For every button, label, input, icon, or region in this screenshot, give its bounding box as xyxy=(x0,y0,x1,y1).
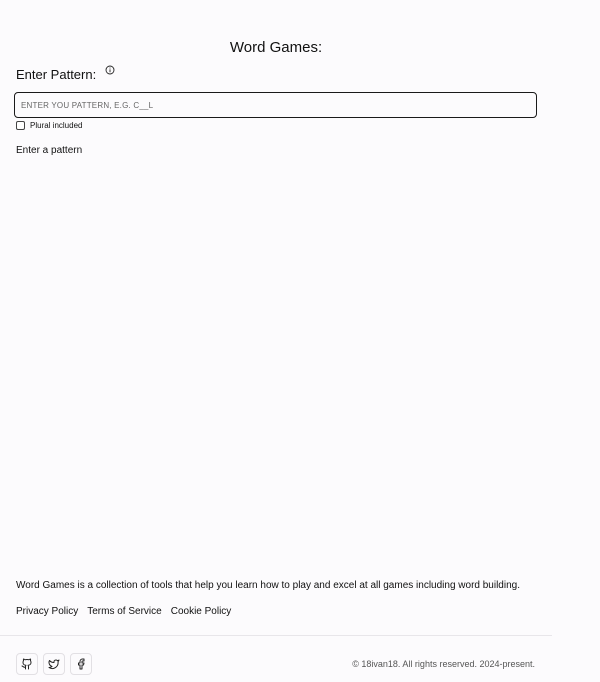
footer-divider xyxy=(0,635,552,636)
plural-checkbox[interactable] xyxy=(16,121,25,130)
results-status: Enter a pattern xyxy=(16,145,83,156)
terms-of-service-link[interactable]: Terms of Service xyxy=(87,606,162,617)
cookie-policy-link[interactable]: Cookie Policy xyxy=(170,606,232,617)
twitter-icon xyxy=(48,658,60,670)
pattern-input[interactable] xyxy=(14,92,537,118)
github-icon xyxy=(21,658,33,670)
social-links xyxy=(16,653,92,675)
facebook-icon xyxy=(75,658,87,670)
plural-label[interactable]: Plural included xyxy=(30,121,83,130)
facebook-button[interactable] xyxy=(70,653,92,675)
info-circle-icon[interactable] xyxy=(105,65,115,75)
pattern-label-row xyxy=(16,66,115,84)
github-button[interactable] xyxy=(16,653,38,675)
footer-description: Word Games is a collection of tools that help you learn how to play and excel at all games including word building. xyxy=(16,580,520,591)
twitter-button[interactable] xyxy=(43,653,65,675)
page-title: Word Games: xyxy=(229,39,323,56)
privacy-policy-link[interactable]: Privacy Policy xyxy=(16,606,79,617)
footer-links xyxy=(16,606,231,617)
copyright-text: © 18ivan18. All rights reserved. 2024-present. xyxy=(352,659,535,669)
plural-option[interactable] xyxy=(16,121,82,130)
pattern-label: Enter Pattern: xyxy=(16,67,97,82)
